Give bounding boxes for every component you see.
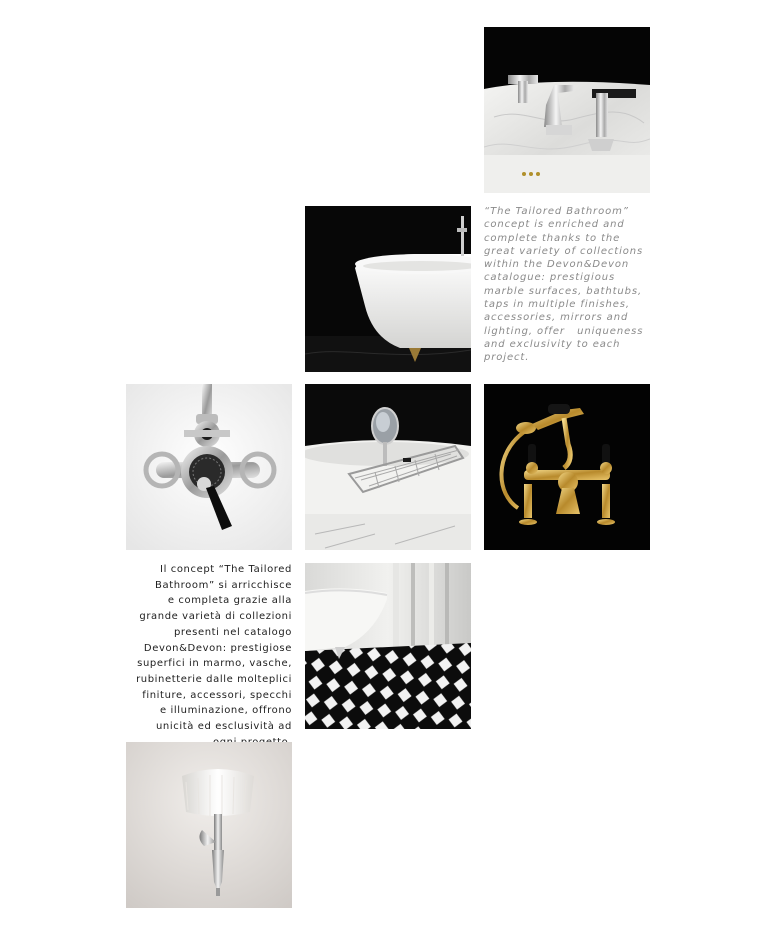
caption-italian-line: e completa grazie alla	[167, 595, 292, 607]
caption-english-line: lighting, offer uniqueness	[484, 325, 644, 337]
caption-english-line: and exclusivity to each	[484, 338, 621, 350]
caption-italian-line: e illuminazione, offrono	[159, 705, 292, 717]
photo-marble-basin-faucet	[484, 27, 650, 193]
caption-english-line: accessories, mirrors and	[484, 312, 629, 324]
caption-italian-line: finiture, accessori, specchi	[142, 689, 292, 701]
caption-italian-line: Devon&Devon: prestigiose	[143, 642, 292, 654]
caption-english-line: complete thanks to the	[484, 232, 621, 244]
caption-italian-line: rubinetterie dalle molteplici	[136, 673, 292, 685]
caption-english-line: project.	[484, 352, 530, 364]
caption-italian-line: Il concept “The Tailored	[160, 564, 292, 575]
photo-bathtub-rack-mirror	[305, 384, 471, 550]
caption-italian-line: Bathroom” si arricchisce	[155, 579, 292, 591]
caption-english-line: marble surfaces, bathtubs,	[484, 285, 643, 297]
caption-english-line: catalogue: prestigious	[484, 272, 616, 284]
caption-english-line: great variety of collections	[484, 245, 644, 257]
photo-bathroom-checkered-floor	[305, 563, 471, 729]
caption-english	[484, 205, 654, 365]
caption-italian-line: unicità ed esclusività ad	[155, 721, 292, 733]
caption-italian-line: grande varietà di collezioni	[139, 611, 292, 623]
caption-english-line: within the Devon&Devon	[484, 259, 630, 271]
caption-italian-line: superfici in marmo, vasche,	[137, 658, 292, 670]
caption-italian	[118, 562, 292, 750]
caption-english-line: “The Tailored Bathroom”	[484, 206, 629, 217]
caption-italian-line: presenti nel catalogo	[173, 626, 292, 638]
caption-english-line: taps in multiple finishes,	[484, 299, 630, 311]
photo-freestanding-bathtub	[305, 206, 471, 372]
photo-wall-sconce-lamp	[126, 742, 292, 908]
photo-gold-bath-shower-mixer	[484, 384, 650, 550]
caption-english-line: concept is enriched and	[484, 219, 625, 231]
photo-thermostatic-shower-valve	[126, 384, 292, 550]
